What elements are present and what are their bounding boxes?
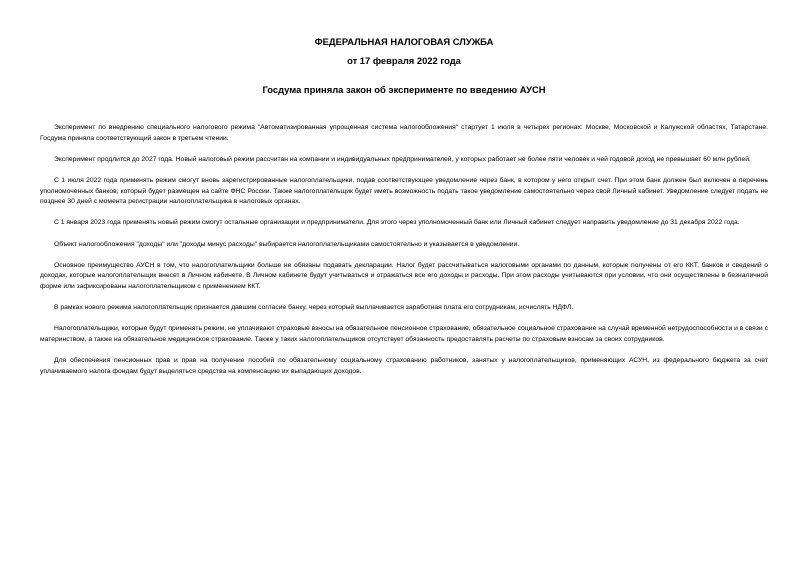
paragraph: Для обеспечения пенсионных прав и прав на получение пособий по обязательному социальному страхованию работников, занятых у налогоплательщиков, применяющих АСУН, из федерального бюджета за счет уплачиваемого налога фондам будут выделяться средства на компенсацию их выпадающих доходов. xyxy=(40,357,768,375)
paragraph: Налогоплательщики, которые будут применять режим, не уплачивают страховые взносы на обязательное пенсионное страхование, обязательное социальное страхование на случай временной нетрудоспособности и в связи с материнством, а также на обязательное медицинское страхование. Также у таких налогоплательщиков отсутствует обязанность предоставлять расчеты по страховым взносам за своих сотрудников. xyxy=(40,325,768,343)
document-page xyxy=(40,36,768,388)
paragraph: С 1 января 2023 года применять новый режим смогут остальные организации и предприниматели. Для этого через уполномоченный банк или Личный кабинет следует направить уведомление до 31 декабря 2022 года. xyxy=(54,219,740,227)
document-date: от 17 февраля 2022 года xyxy=(347,55,461,66)
document-body xyxy=(40,123,768,377)
agency-title: ФЕДЕРАЛЬНАЯ НАЛОГОВАЯ СЛУЖБА xyxy=(314,36,494,47)
paragraph: С 1 июля 2022 года применять режим смогут вновь зарегистрированные налогоплательщики, подав соответствующее уведомление через банк, в котором у него открыт счет. При этом банк должен был включен в перечень уполномоченных банков, который будет размещен на сайте ФНС России. Также налогоплательщик будет иметь возможность подать такое уведомление самостоятельно через свой Личный кабинет. Уведомление следует подать не позднее 30 дней с момента регистрации налогоплательщика в налоговых органах. xyxy=(40,176,768,206)
paragraph: Эксперимент продлится до 2027 года. Новый налоговый режим рассчитан на компании и индивидуальных предпринимателей, у которых работает не более пяти человек и чей годовой доход не превышает 60 млн рублей. xyxy=(54,155,751,163)
document-headline: Госдума приняла закон об эксперименте по введению АУСН xyxy=(262,84,546,95)
paragraph: Основное преимущество АУСН в том, что налогоплательщики больше не обязаны подавать декларации. Налог будет рассчитываться налоговыми органами по данным, которые получены от его ККТ, банков и сведений о доходах, которые налогоплательщик внесет в Личном кабинете. В Личном кабинете будут учитываться и отражаться все его доходы и расходы. При этом расходы учитываются при условии, что они осуществлены в безналичной форме или зафиксированы налогоплательщиком с применением ККТ. xyxy=(40,261,768,290)
paragraph: Объект налогообложения "доходы" или "доходы минус расходы" выбирается налогоплательщиками самостоятельно и указывается в уведомлении. xyxy=(54,240,520,248)
paragraph: Эксперимент по внедрению специального налогового режима "Автоматизированная упрощенная система налогообложения" стартует 1 июля в четырех регионах: Москве, Московской и Калужской областях, Татарстане. Госдума приняла соответствующий закон в третьем чтении. xyxy=(40,124,768,142)
paragraph: В рамках нового режима налогоплательщик признается давшим согласие банку, через который выплачивается заработная плата его сотрудникам, исчислять НДФЛ. xyxy=(54,304,574,312)
